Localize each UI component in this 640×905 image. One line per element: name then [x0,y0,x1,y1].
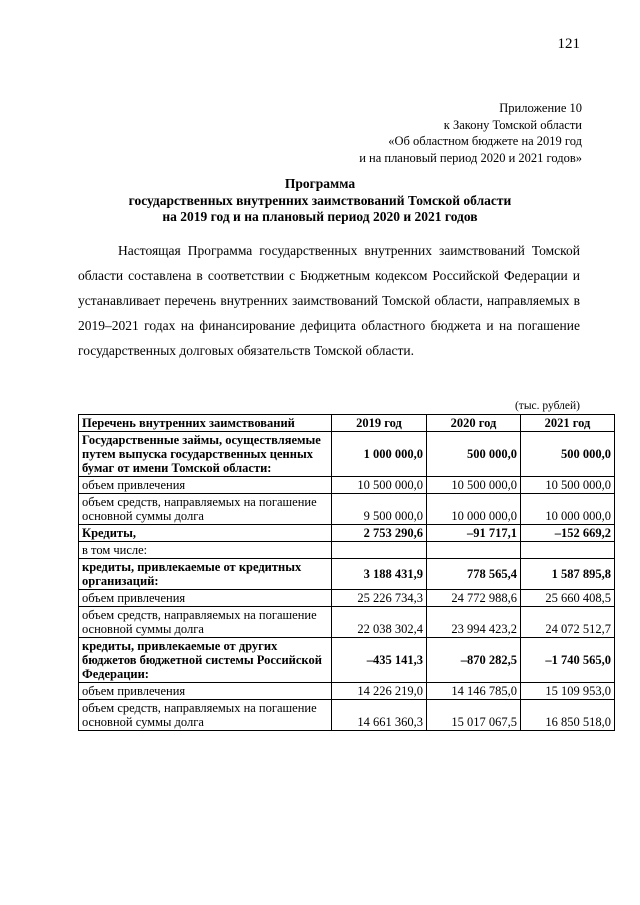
value-2021: 10 500 000,0 [521,477,615,494]
value-2021: 24 072 512,7 [521,607,615,638]
value-2019: 3 188 431,9 [332,559,427,590]
row-label: кредиты, привлекаемые от кредитных организаций: [79,559,332,590]
value-2019: 22 038 302,4 [332,607,427,638]
row-label: объем привлечения [79,590,332,607]
table-row [79,638,615,683]
value-2020: –91 717,1 [427,525,521,542]
table-row [79,542,615,559]
intro-text: Настоящая Программа государственных внутренних заимствований Томской области составлена в соответствии с Бюджетным кодексом Российской Федерации и устанавливает перечень внутренних заимствований Томской области, направляемых в 2019–2021 годах на финансирование дефицита областного бюджета и на погашение государственных долговых обязательств Томской области. [78,243,580,358]
value-2019: 14 661 360,3 [332,700,427,731]
value-2019: 9 500 000,0 [332,494,427,525]
value-2021: 25 660 408,5 [521,590,615,607]
value-2019 [332,542,427,559]
value-2020: 24 772 988,6 [427,590,521,607]
appendix-line: Приложение 10 [499,101,582,115]
column-header: 2021 год [521,415,615,432]
value-2020: 778 565,4 [427,559,521,590]
value-2019: 1 000 000,0 [332,432,427,477]
table-row [79,477,615,494]
row-label: кредиты, привлекаемые от других бюджетов бюджетной системы Российской Федерации: [79,638,332,683]
column-header: Перечень внутренних заимствований [79,415,332,432]
row-label: объем средств, направляемых на погашение основной суммы долга [79,607,332,638]
table-row [79,683,615,700]
page-number: 121 [557,36,580,52]
row-label: объем привлечения [79,683,332,700]
row-label: объем привлечения [79,477,332,494]
units-note: (тыс. рублей) [514,400,580,412]
intro-paragraph [78,238,580,363]
value-2020: 10 000 000,0 [427,494,521,525]
value-2021: 15 109 953,0 [521,683,615,700]
row-label: Кредиты, [79,525,332,542]
appendix-line: «Об областном бюджете на 2019 год [388,134,582,148]
row-label: Государственные займы, осуществляемые путем выпуска государственных ценных бумаг от имени Томской области: [79,432,332,477]
title-line: государственных внутренних заимствований Томской области [128,192,512,208]
appendix-reference [359,100,582,166]
title-line: Программа [284,176,356,191]
value-2020: 10 500 000,0 [427,477,521,494]
value-2019: 25 226 734,3 [332,590,427,607]
value-2020 [427,542,521,559]
column-header: 2020 год [427,415,521,432]
borrowings-table [78,414,615,731]
document-title [0,176,640,226]
row-label: объем средств, направляемых на погашение основной суммы долга [79,494,332,525]
column-header: 2019 год [332,415,427,432]
value-2021 [521,542,615,559]
value-2021: –1 740 565,0 [521,638,615,683]
value-2020: 14 146 785,0 [427,683,521,700]
value-2019: 10 500 000,0 [332,477,427,494]
appendix-line: и на плановый период 2020 и 2021 годов» [359,150,582,165]
table-row [79,607,615,638]
appendix-line: к Закону Томской области [443,117,582,132]
row-label: в том числе: [79,542,332,559]
value-2021: –152 669,2 [521,525,615,542]
value-2020: 15 017 067,5 [427,700,521,731]
row-label: объем средств, направляемых на погашение основной суммы долга [79,700,332,731]
value-2021: 500 000,0 [521,432,615,477]
value-2020: 23 994 423,2 [427,607,521,638]
value-2021: 10 000 000,0 [521,494,615,525]
value-2020: –870 282,5 [427,638,521,683]
table-row [79,700,615,731]
value-2019: 14 226 219,0 [332,683,427,700]
value-2019: –435 141,3 [332,638,427,683]
table-row [79,432,615,477]
value-2021: 16 850 518,0 [521,700,615,731]
table-header-row [79,415,615,432]
table-row [79,590,615,607]
table-row [79,559,615,590]
title-line: на 2019 год и на плановый период 2020 и 2021 годов [162,209,478,224]
value-2019: 2 753 290,6 [332,525,427,542]
value-2020: 500 000,0 [427,432,521,477]
value-2021: 1 587 895,8 [521,559,615,590]
table-row [79,494,615,525]
table-row [79,525,615,542]
